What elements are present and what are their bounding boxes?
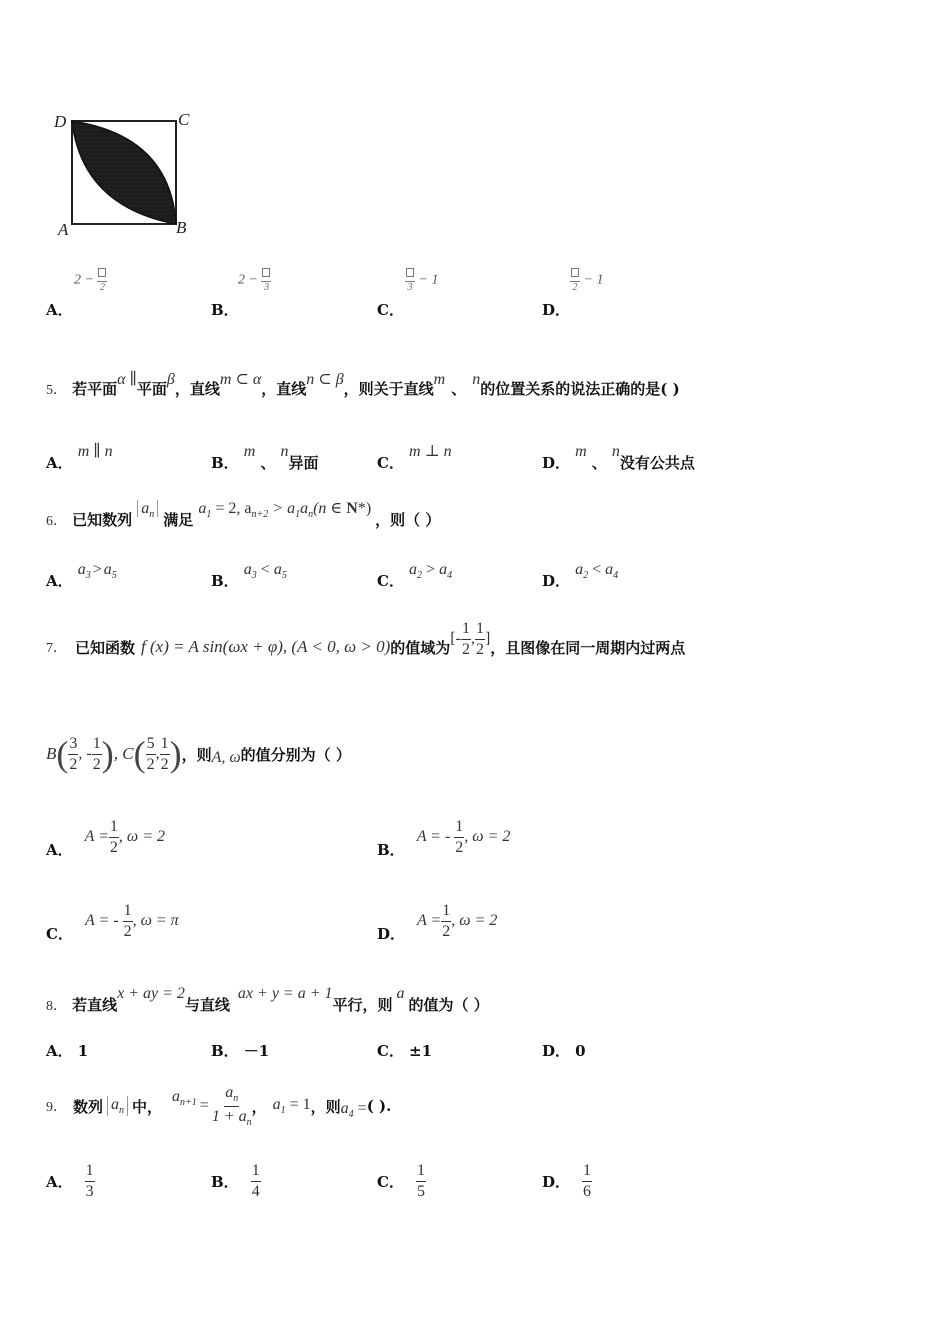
question-number: 9．	[46, 1100, 67, 1115]
q9-option-d[interactable]	[542, 1156, 592, 1206]
geometry-figure	[52, 108, 198, 238]
q5-option-c[interactable]: C． m ⊥ n	[377, 443, 452, 472]
q5-option-a[interactable]: A． m ∥ n	[46, 443, 113, 472]
question-number: 6．	[46, 514, 67, 529]
option-letter: A．	[46, 301, 73, 319]
q7-option-b[interactable]: B． A = - $\frac{1}{2}$ , ω = 2	[377, 817, 511, 859]
q6-option-c[interactable]: C． $a_2 > a_4$	[377, 561, 453, 590]
fraction: 3	[261, 268, 271, 293]
option-letter: C．	[46, 924, 73, 943]
q4-option-b-expr: 2 − 3	[238, 268, 271, 293]
sequence-notation: $a_n$	[137, 500, 158, 517]
line-equation-2: ax + y = a + 1	[237, 985, 333, 1002]
option-letter: D．	[542, 1172, 571, 1191]
label-B: B	[176, 218, 187, 237]
q6-option-d[interactable]: D． $a_2 < a_4$	[542, 561, 619, 590]
q5-option-d[interactable]: D． m 、 n没有公共点	[542, 443, 695, 472]
question-7-points: B ( $\frac{3}{2}$ , - $\frac{1}{2}$ ) , C ( $\frac{5}{2}$ , $\frac{1}{2}$ ) ，则 A, ω 的值分别为（ ）	[46, 734, 351, 774]
q9-option-a[interactable]	[46, 1156, 95, 1206]
fraction: $\frac{1}{2}$	[109, 817, 118, 856]
option-letter: D．	[542, 1042, 571, 1060]
fraction: $\frac{1}{6}$	[583, 1161, 592, 1200]
q6-option-a[interactable]: A． $a_3 > a_5$	[46, 561, 117, 590]
q7-option-a[interactable]: A． A = $\frac{1}{2}$ , ω = 2	[46, 817, 166, 859]
option-letter: A．	[46, 454, 73, 472]
fraction: $\frac{3}{2}$	[69, 734, 78, 773]
option-letter: D．	[542, 301, 571, 319]
fraction: 3	[405, 268, 415, 293]
sequence-notation: $a_n$	[107, 1096, 128, 1116]
q8-option-c[interactable]	[377, 1040, 432, 1061]
q8-option-b[interactable]	[211, 1040, 269, 1061]
question-6: 6． 已知数列 $a_n$ 满足 $a_1 = 2$, $a_{n+2} > a_1a_n(n$ ∈ N*) ，则（ ）	[46, 500, 441, 529]
q4-option-a-expr: 2 − 2	[74, 268, 107, 293]
target-term: $a_4$ =	[340, 1100, 367, 1120]
option-letter: A．	[46, 840, 73, 859]
label-C: C	[178, 110, 190, 129]
option-letter: A．	[46, 1042, 73, 1060]
q4-option-c-expr: 3 − 1	[405, 268, 438, 293]
fraction: $\frac{1}{2}$	[475, 619, 484, 658]
line-equation-1: x + ay = 2	[117, 985, 185, 1002]
question-number: 8．	[46, 999, 67, 1014]
fraction: 2	[570, 268, 580, 293]
option-value: 1	[77, 1042, 89, 1060]
q4-option-d-expr: 2 − 1	[570, 268, 603, 293]
option-letter: A．	[46, 1172, 73, 1191]
option-letter: A．	[46, 572, 73, 590]
q9-option-c[interactable]	[377, 1156, 426, 1206]
fraction: $\frac{1}{2}$	[442, 901, 451, 940]
q7-option-d[interactable]: D． A = $\frac{1}{2}$ , ω = 2	[377, 901, 498, 943]
fraction: $\frac{1}{2}$	[92, 734, 101, 773]
range-interval: [- $\frac{1}{2}$ , $\frac{1}{2}$ ]	[450, 619, 491, 658]
q8-option-a[interactable]	[46, 1040, 88, 1061]
q9-option-b[interactable]	[211, 1156, 261, 1206]
option-letter: D．	[542, 572, 571, 590]
question-7: 7． 已知函数 f (x) = A sin(ωx + φ), (A < 0, ω > 0) 的值域为 [- $\frac{1}{2}$ , $\frac{1}{2}$ ] ，且图像在同一周期内过两点	[46, 619, 686, 658]
label-D: D	[54, 112, 67, 131]
question-number: 5．	[46, 383, 67, 398]
fraction: $\frac{1}{3}$	[85, 1161, 94, 1200]
fraction: $\frac{1}{2}$	[160, 734, 169, 773]
option-letter: C．	[377, 1042, 404, 1060]
function-definition: f (x) = A sin(ωx + φ), (A < 0, ω > 0)	[141, 637, 391, 656]
option-letter: C．	[377, 1172, 404, 1191]
option-letter: C．	[377, 572, 404, 590]
option-letter: C．	[377, 454, 404, 472]
fraction: $\frac{1}{2}$	[455, 817, 464, 856]
fraction: $\frac{1}{2}$	[123, 901, 132, 940]
recurrence-lhs: $a_{n+1}$	[172, 1088, 197, 1108]
recurrence-condition: $a_1 = 2$, $a_{n+2} > a_1a_n(n$ ∈ N*)	[198, 500, 372, 520]
option-value: 0	[575, 1042, 586, 1060]
question-8: 8． 若直线x + ay = 2与直线ax + y = a + 1平行，则a的值为（ ）	[46, 985, 489, 1014]
option-letter: B．	[211, 572, 239, 590]
initial-condition: $a_1 = 1$	[272, 1096, 311, 1116]
option-letter: B．	[211, 301, 239, 319]
option-letter: B．	[211, 454, 239, 472]
option-value: －1	[243, 1042, 270, 1060]
q6-option-b[interactable]: B． $a_3 < a_5$	[211, 561, 287, 590]
q7-option-c[interactable]: C． A = - $\frac{1}{2}$ , ω = π	[46, 901, 179, 943]
q8-option-d[interactable]	[542, 1040, 586, 1061]
option-letter: B．	[377, 840, 405, 859]
fraction: 2	[97, 268, 107, 293]
label-A: A	[58, 220, 69, 239]
question-9: 9． 数列 $a_n$ 中， $a_{n+1}$ = $\frac{a_n}{1 + a_n}$ ， $a_1 = 1$ ，则 $a_4$ = ( ).	[46, 1083, 392, 1128]
recurrence-fraction: $\frac{a_n}{1 + a_n}$	[211, 1083, 252, 1128]
q5-option-b[interactable]: B． m 、 n异面	[211, 443, 319, 472]
fraction: $\frac{1}{2}$	[461, 619, 470, 658]
option-letter: B．	[211, 1172, 239, 1191]
fraction: $\frac{1}{5}$	[416, 1161, 425, 1200]
question-5: 5． 若平面α ∥平面β，直线m ⊂ α，直线n ⊂ β，则关于直线m、n的位置关系的说法正确的是( )	[46, 371, 680, 398]
option-letter: B．	[211, 1042, 239, 1060]
option-value: ±1	[409, 1042, 433, 1060]
fraction: $\frac{5}{2}$	[146, 734, 155, 773]
option-letter: D．	[542, 454, 571, 472]
option-letter: C．	[377, 301, 404, 319]
question-number: 7．	[46, 641, 67, 656]
fraction: $\frac{1}{4}$	[251, 1161, 260, 1200]
option-letter: D．	[377, 924, 406, 943]
